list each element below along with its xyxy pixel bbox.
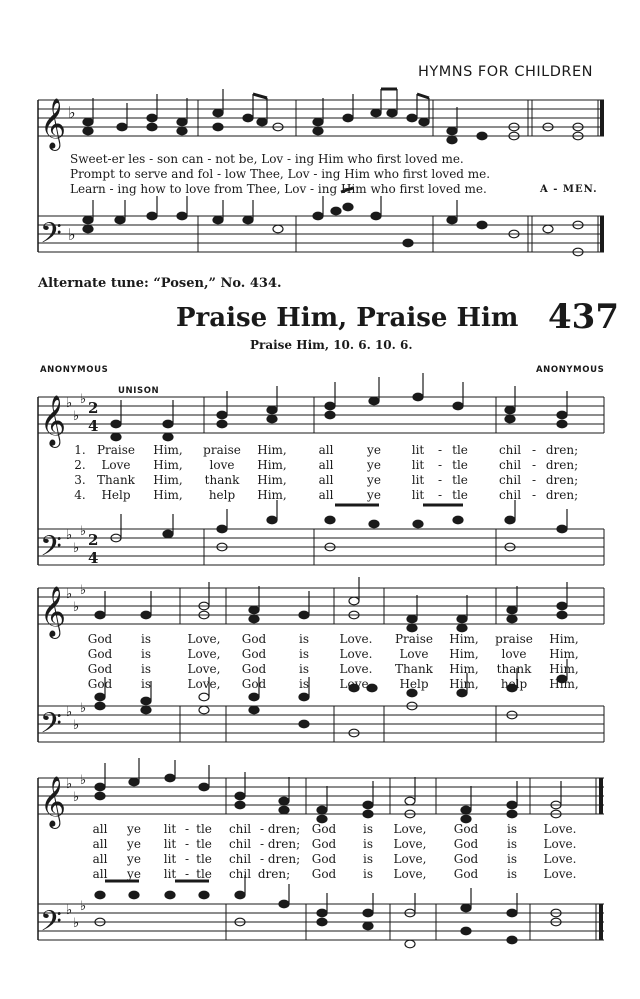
system-3-verse-1: all ye lit - tle chil - dren; God is Love, God is Love.	[92, 822, 577, 836]
hymn-number: 437	[548, 297, 619, 337]
svg-text:♭: ♭	[66, 705, 73, 720]
treble-clef-icon: 𝄞	[40, 776, 67, 827]
running-head: HYMNS FOR CHILDREN	[418, 64, 593, 80]
system-1-verse-3: 3. Thank Him, thank Him, all ye lit - tle chil - dren;	[74, 473, 579, 487]
prev-hymn-verse-1: Sweet-er les - son can - not be, Lov - ing Him who first loved me.	[70, 152, 464, 166]
bass-clef-icon: 𝄢	[40, 905, 62, 945]
svg-text:♭: ♭	[73, 718, 80, 733]
hymn-title: Praise Him, Praise Him	[176, 303, 519, 333]
svg-text:2: 2	[88, 399, 99, 417]
tune-meter: Praise Him, 10. 6. 10. 6.	[250, 338, 413, 352]
system-3-verse-3: all ye lit - tle chil - dren; God is Love, God is Love.	[92, 852, 577, 866]
system-1-verse-4: 4. Help Him, help Him, all ye lit - tle chil - dren;	[74, 488, 579, 502]
treble-clef-icon: 𝄞	[40, 586, 67, 637]
svg-text:♭: ♭	[80, 392, 87, 407]
amen-label: A - MEN.	[540, 184, 598, 195]
svg-text:♭: ♭	[66, 528, 73, 543]
system-1-verse-1: 1. Praise Him, praise Him, all ye lit - tle chil - dren;	[74, 443, 579, 457]
svg-text:♭: ♭	[73, 541, 80, 556]
unison-marking: UNISON	[118, 386, 160, 396]
treble-clef-icon: 𝄞	[40, 98, 67, 149]
svg-text:♭: ♭	[66, 396, 73, 411]
system-2-verse-4: God is Love, God is Love. Help Him, help Him,	[87, 677, 579, 691]
system-2-verse-3: God is Love, God is Love. Thank Him, thank Him,	[87, 662, 579, 676]
bass-clef-icon: 𝄢	[40, 707, 62, 747]
treble-clef-icon: 𝄞	[40, 395, 67, 446]
svg-text:4: 4	[88, 549, 99, 567]
prev-hymn-verse-2: Prompt to serve and fol - low Thee, Lov - ing Him who first loved me.	[70, 167, 491, 181]
svg-text:♭: ♭	[80, 773, 87, 788]
svg-text:♭: ♭	[73, 600, 80, 615]
svg-text:4: 4	[88, 417, 99, 435]
svg-text:♭: ♭	[80, 524, 87, 539]
svg-text:♭: ♭	[73, 916, 80, 931]
svg-text:♭: ♭	[80, 583, 87, 598]
flat-icon: ♭	[68, 103, 76, 122]
music-credit: ANONYMOUS	[536, 365, 605, 375]
bass-clef-icon: 𝄢	[40, 217, 62, 257]
svg-text:2: 2	[88, 531, 99, 549]
flat-icon: ♭	[68, 225, 76, 244]
system-3-verse-4: all ye lit - tle chil dren; God is Love, God is Love.	[92, 867, 577, 881]
svg-text:♭: ♭	[66, 777, 73, 792]
system-2-verse-2: God is Love, God is Love. Love Him, love Him,	[87, 647, 579, 661]
bass-clef-icon: 𝄢	[40, 530, 62, 570]
svg-text:♭: ♭	[73, 409, 80, 424]
svg-text:♭: ♭	[80, 899, 87, 914]
prev-hymn-verse-3: Learn - ing how to love from Thee, Lov - ing Him who first loved me.	[70, 182, 487, 196]
svg-text:♭: ♭	[80, 701, 87, 716]
svg-text:♭: ♭	[73, 790, 80, 805]
words-credit: ANONYMOUS	[40, 365, 109, 375]
alternate-tune-note: Alternate tune: “Posen,” No. 434.	[38, 276, 282, 291]
svg-text:♭: ♭	[66, 903, 73, 918]
svg-text:♭: ♭	[66, 587, 73, 602]
system-3-verse-2: all ye lit - tle chil - dren; God is Love, God is Love.	[92, 837, 577, 851]
system-2-verse-1: God is Love, God is Love. Praise Him, praise Him,	[87, 632, 579, 646]
system-1-verse-2: 2. Love Him, love Him, all ye lit - tle chil - dren;	[74, 458, 579, 472]
